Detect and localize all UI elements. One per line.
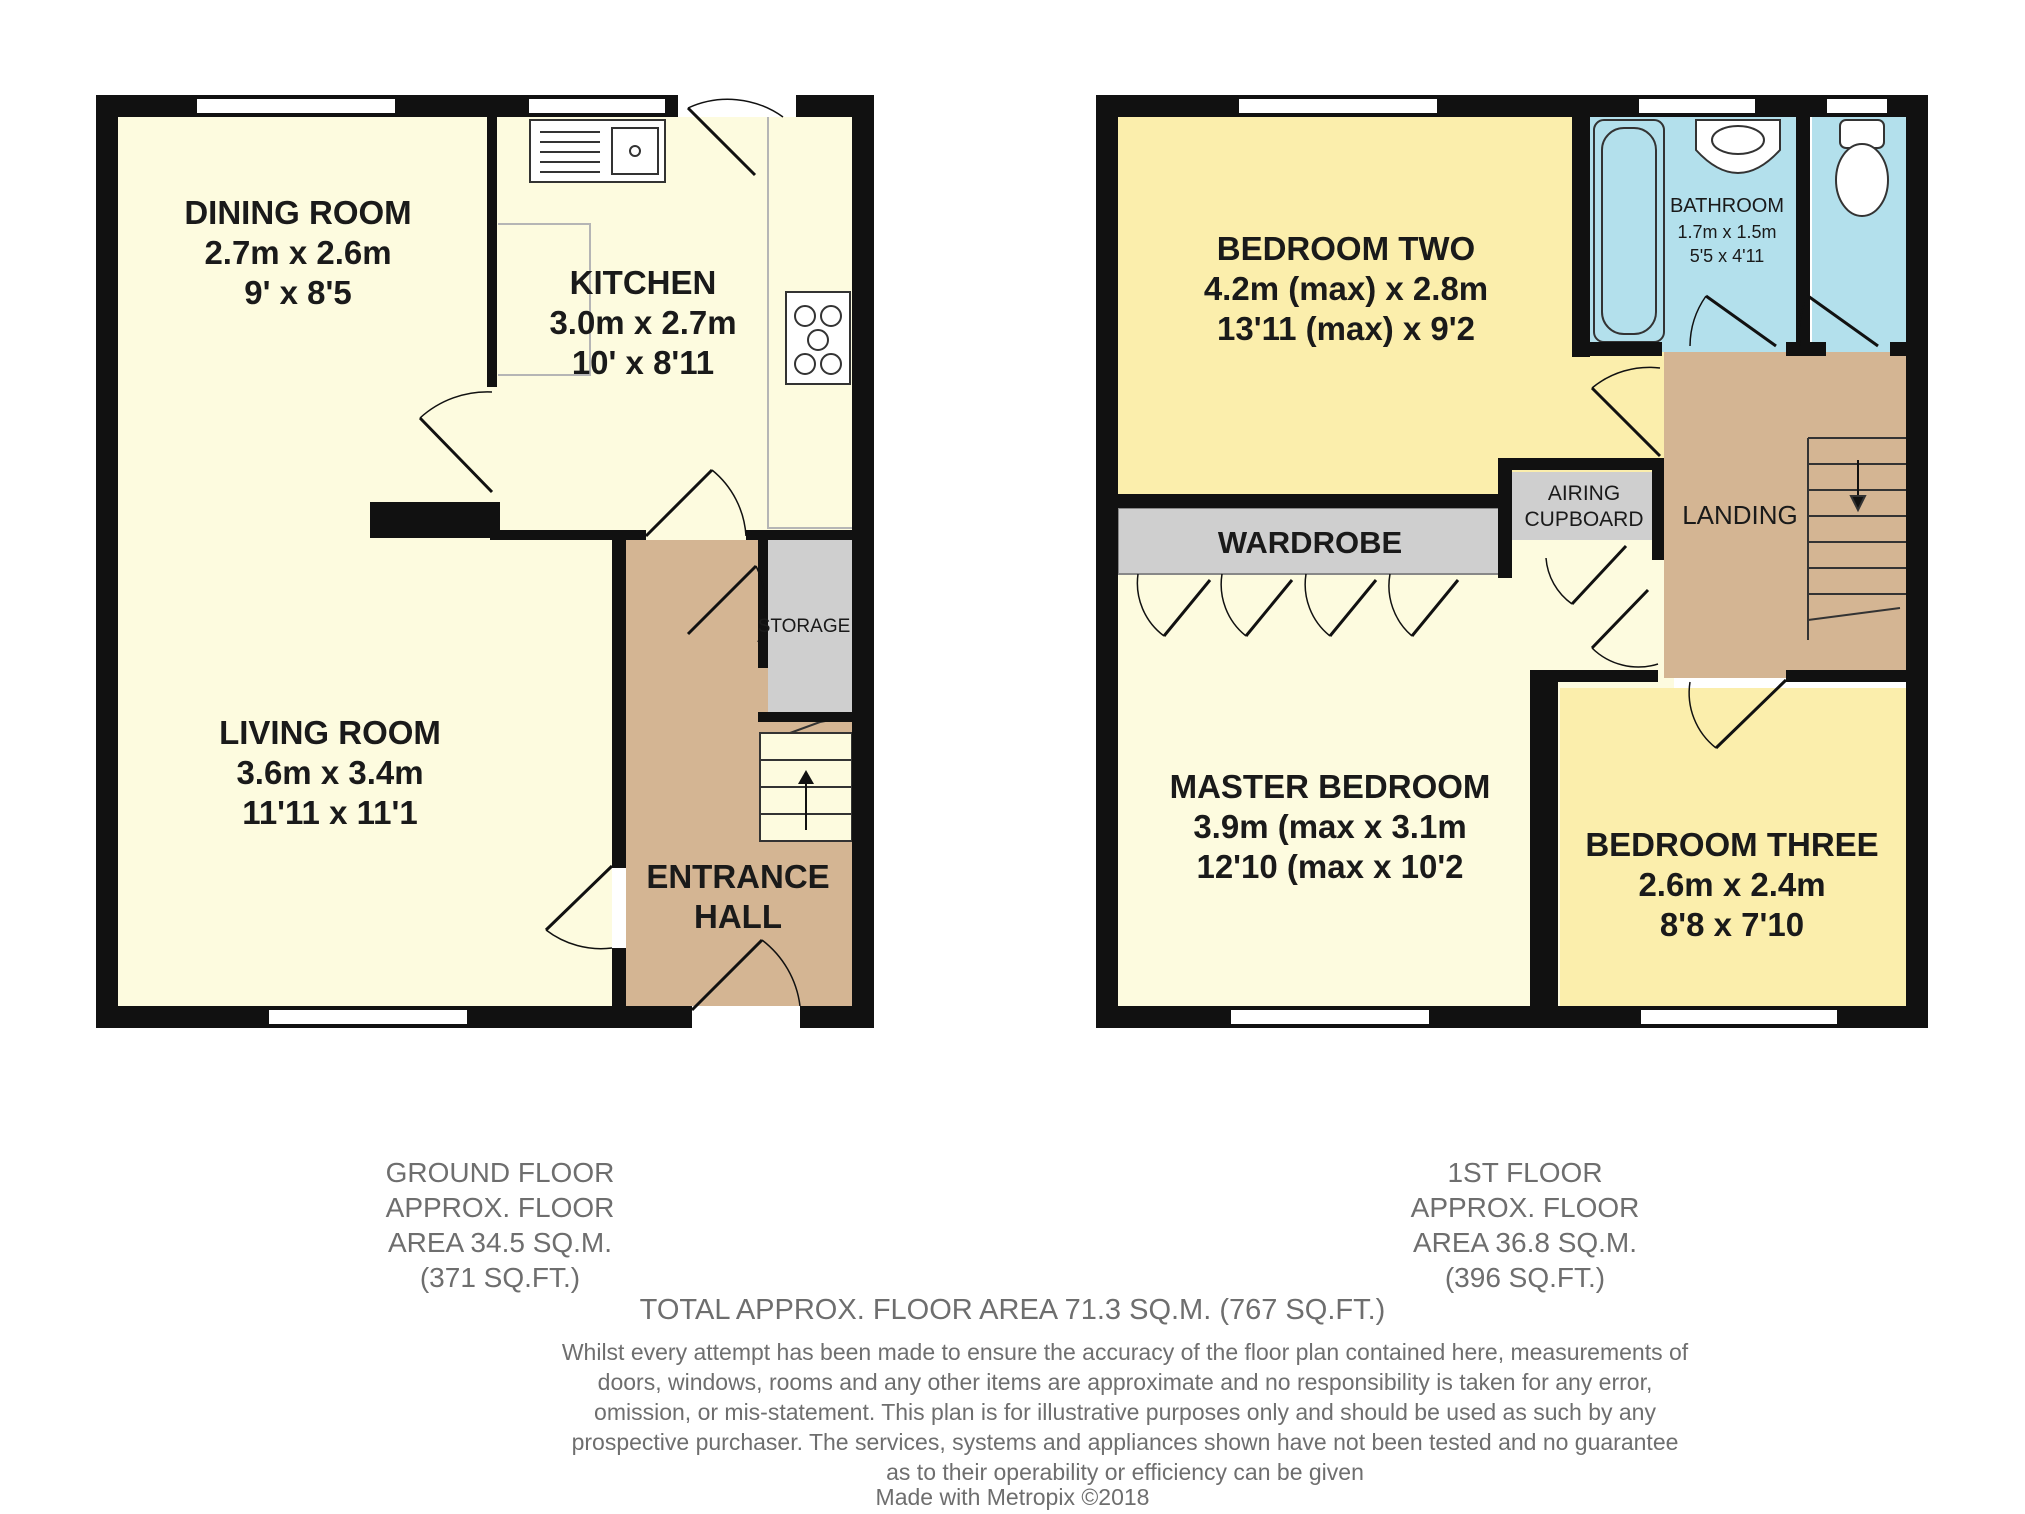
- landing-name: LANDING: [1682, 500, 1798, 530]
- entrance-hall-name-line2: HALL: [694, 898, 782, 935]
- master-bedroom-metric: 3.9m (max x 3.1m: [1193, 808, 1467, 845]
- toilet-fixture: [1836, 120, 1888, 216]
- dining-room-fill: [118, 117, 492, 540]
- dining-room-name: DINING ROOM: [184, 194, 412, 231]
- dining-room-metric: 2.7m x 2.6m: [204, 234, 392, 271]
- bathroom-name: BATHROOM: [1669, 195, 1785, 217]
- storage-name: STORAGE: [757, 616, 851, 637]
- total-floor-area: TOTAL APPROX. FLOOR AREA 71.3 SQ.M. (767 SQ.FT.): [639, 1294, 1386, 1326]
- first-floor-caption-line2: APPROX. FLOOR: [1410, 1192, 1640, 1223]
- living-room-imperial: 11'11 x 11'1: [242, 794, 418, 831]
- bedroom-three-metric: 2.6m x 2.4m: [1638, 866, 1826, 903]
- ground-floor-caption-line3: AREA 34.5 SQ.M.: [387, 1227, 613, 1258]
- bath-fixture: [1594, 120, 1664, 342]
- ground-floor-caption-line4: (371 SQ.FT.): [419, 1262, 581, 1293]
- bedroom-three-name: BEDROOM THREE: [1585, 826, 1879, 863]
- kitchen-imperial: 10' x 8'11: [571, 344, 715, 381]
- bathroom-metric: 1.7m x 1.5m: [1677, 222, 1777, 242]
- disclaimer-text: Whilst every attempt has been made to ensure the accuracy of the floor plan contained here, measurements of doors, windows, rooms and any other items are approximate and no responsibility is taken for any error, omission, or mis-statement. This plan is for illustrative purposes only and should be used as such by any prospective purchaser. The services, systems and appliances shown have not been tested and no guarantee as to their operability or efficiency can be given: [561, 1339, 1689, 1485]
- living-room-name: LIVING ROOM: [219, 714, 441, 751]
- ground-floor-caption-line2: APPROX. FLOOR: [385, 1192, 615, 1223]
- entrance-hall-name-line1: ENTRANCE: [646, 858, 830, 895]
- metropix-credit: Made with Metropix ©2018: [875, 1484, 1150, 1510]
- ground-floor-plan: [96, 95, 874, 1028]
- bedroom-two-name: BEDROOM TWO: [1216, 230, 1476, 267]
- ground-floor-stairs: [760, 716, 852, 841]
- bathroom-imperial: 5'5 x 4'11: [1689, 246, 1765, 266]
- first-floor-caption-line4: (396 SQ.FT.): [1444, 1262, 1606, 1293]
- bedroom-three-imperial: 8'8 x 7'10: [1659, 906, 1805, 943]
- bedroom-two-metric: 4.2m (max) x 2.8m: [1203, 270, 1489, 307]
- airing-cupboard-line2: CUPBOARD: [1524, 508, 1644, 531]
- bedroom-two-imperial: 13'11 (max) x 9'2: [1217, 310, 1475, 347]
- master-bedroom-name: MASTER BEDROOM: [1169, 768, 1491, 805]
- kitchen-sink: [530, 120, 665, 182]
- first-floor-caption-line3: AREA 36.8 SQ.M.: [1412, 1227, 1638, 1258]
- dining-room-imperial: 9' x 8'5: [244, 274, 352, 311]
- first-floor-plan: [1096, 95, 1928, 1028]
- first-floor-caption-line1: 1ST FLOOR: [1447, 1157, 1603, 1188]
- master-bedroom-imperial: 12'10 (max x 10'2: [1196, 848, 1464, 885]
- ground-floor-caption: [300, 1155, 700, 1295]
- first-floor-caption: [1325, 1155, 1725, 1295]
- kitchen-hob: [786, 292, 850, 384]
- kitchen-metric: 3.0m x 2.7m: [549, 304, 737, 341]
- airing-cupboard-line1: AIRING: [1547, 482, 1621, 505]
- kitchen-name: KITCHEN: [569, 264, 717, 301]
- wardrobe-name: WARDROBE: [1217, 525, 1403, 560]
- living-room-metric: 3.6m x 3.4m: [236, 754, 424, 791]
- ground-floor-caption-line1: GROUND FLOOR: [385, 1157, 615, 1188]
